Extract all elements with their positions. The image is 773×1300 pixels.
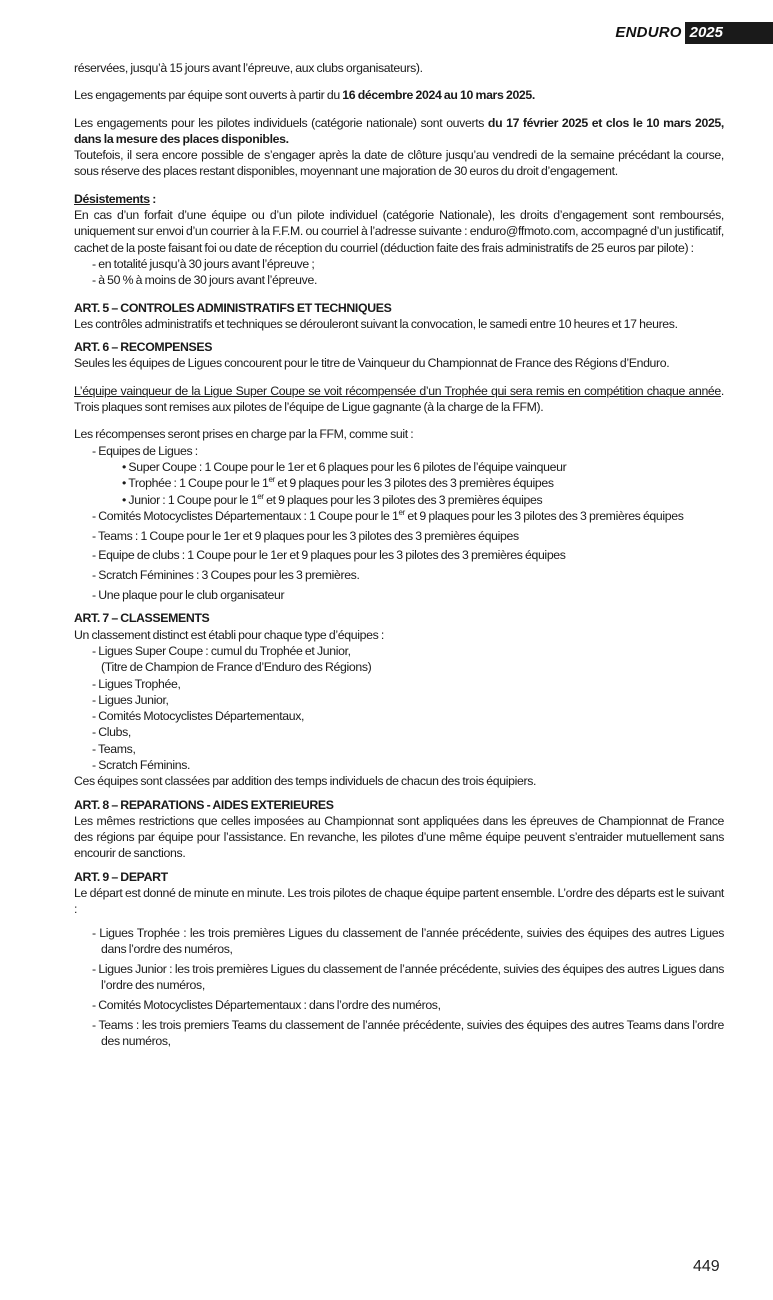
rewards-item: - Scratch Féminines : 3 Coupes pour les 3 premières. bbox=[92, 568, 360, 583]
art5-heading: ART. 5 – CONTROLES ADMINISTRATIFS ET TECHNIQUES bbox=[74, 300, 392, 315]
individual-entries-paragraph bbox=[74, 115, 724, 148]
team-entries-paragraph bbox=[74, 87, 724, 103]
rewards-bullet-text: • Junior : 1 Coupe pour le 1 bbox=[122, 492, 258, 507]
ranking-item: - Ligues Trophée, bbox=[92, 676, 181, 691]
ranking-item: - Comités Motocyclistes Départementaux, bbox=[92, 709, 305, 724]
ranking-item: - Teams, bbox=[92, 741, 136, 756]
running-header bbox=[615, 22, 773, 44]
art7-intro: Un classement distinct est établi pour chaque type d’équipes : bbox=[74, 627, 384, 642]
rewards-intro: Les récompenses seront prises en charge par la FFM, comme suit : bbox=[74, 427, 414, 442]
start-order-item: - Comités Motocyclistes Départementaux : dans l’ordre des numéros, bbox=[92, 997, 441, 1012]
withdrawals-title: Désistements bbox=[74, 191, 150, 206]
page-number: 449 bbox=[693, 1258, 720, 1275]
withdrawal-item: - à 50 % à moins de 30 jours avant l’épreuve. bbox=[92, 273, 318, 288]
superscript: er bbox=[268, 475, 275, 485]
late-entry-paragraph: Toutefois, il sera encore possible de s’engager après la date de clôture jusqu’au vendredi de la semaine précédant la course, sous réserve des places restant disponibles, moyennant une majoration de 30 euros du droit d’engagement. bbox=[74, 148, 724, 179]
withdrawals-heading bbox=[74, 191, 724, 207]
art8-heading: ART. 8 – REPARATIONS - AIDES EXTERIEURES bbox=[74, 797, 334, 812]
rewards-bullet-text: et 9 plaques pour les 3 pilotes des 3 premières équipes bbox=[263, 492, 543, 507]
rewards-bullet: • Super Coupe : 1 Coupe pour le 1er et 6 plaques pour les 6 pilotes de l’équipe vainqueur bbox=[122, 459, 567, 474]
header-year-badge: 2025 bbox=[685, 22, 773, 44]
individual-entries-text: Les engagements pour les pilotes individuels (catégorie nationale) sont ouverts bbox=[74, 115, 488, 130]
body-text bbox=[74, 60, 724, 1049]
rewards-item: - Equipe de clubs : 1 Coupe pour le 1er et 9 plaques pour les 3 pilotes des 3 premières équipes bbox=[92, 548, 566, 563]
art6-trophy-underlined: L’équipe vainqueur de la Ligue Super Coupe se voit récompensée d’un Trophée qui sera remis en compétition chaque année bbox=[74, 383, 721, 398]
ranking-item: - Ligues Super Coupe : cumul du Trophée et Junior, bbox=[92, 643, 351, 658]
art6-trophy-rest: . Trois plaques sont remises aux pilotes de l’équipe de Ligue gagnante (à la charge de la FFM). bbox=[74, 383, 724, 415]
art6-heading: ART. 6 – RECOMPENSES bbox=[74, 340, 213, 355]
rewards-item-cmd bbox=[74, 508, 724, 524]
intro-paragraph: réservées, jusqu’à 15 jours avant l’épreuve, aux clubs organisateurs). bbox=[74, 61, 423, 75]
art7-conclusion: Ces équipes sont classées par addition des temps individuels de chacun des trois équipiers. bbox=[74, 774, 537, 789]
rewards-item-text: et 9 plaques pour les 3 pilotes des 3 premières équipes bbox=[404, 508, 684, 523]
rewards-bullet-text: • Trophée : 1 Coupe pour le 1 bbox=[122, 476, 269, 491]
individual-entries-dates: du 17 février 2025 et clos le 10 mars 2025, dans la mesure des places disponibles. bbox=[74, 115, 724, 146]
withdrawals-paragraph: En cas d’un forfait d’une équipe ou d’un pilote individuel (catégorie Nationale), les droits d’engagement sont remboursés, uniquement sur envoi d’un courrier à la F.F.M. ou courriel à l’adresse suivante : enduro@ffmoto.com, accompagné d’un justificatif, cachet de la poste faisant foi ou date de réception du courriel (déduction faite des frais administratifs de 25 euros par pilote) : bbox=[74, 208, 724, 255]
rewards-bullet bbox=[74, 492, 724, 508]
start-order-item: - Ligues Junior : les trois premières Ligues du classement de l’année précédente, suivies des équipes des autres Ligues dans l’ordre des numéros, bbox=[92, 961, 724, 993]
withdrawals-colon: : bbox=[149, 191, 156, 206]
rewards-item: - Une plaque pour le club organisateur bbox=[92, 588, 285, 603]
rewards-item-text: - Comités Motocyclistes Départementaux : 1 Coupe pour le 1 bbox=[92, 508, 399, 523]
art7-heading: ART. 7 – CLASSEMENTS bbox=[74, 611, 210, 626]
art9-paragraph: Le départ est donné de minute en minute. Les trois pilotes de chaque équipe partent ensemble. L’ordre des départs est le suivant : bbox=[74, 886, 724, 917]
header-title: ENDURO bbox=[615, 24, 682, 41]
ranking-item: - Ligues Junior, bbox=[92, 692, 169, 707]
start-order-item: - Teams : les trois premiers Teams du classement de l’année précédente, suivies des équipes des autres Teams dans l’ordre des numéros, bbox=[92, 1017, 724, 1048]
art9-heading: ART. 9 – DEPART bbox=[74, 869, 168, 884]
rewards-item-equipes: - Equipes de Ligues : bbox=[92, 443, 198, 458]
art5-paragraph: Les contrôles administratifs et techniques se dérouleront suivant la convocation, le samedi entre 10 heures et 17 heures. bbox=[74, 316, 678, 331]
ranking-item: - Scratch Féminins. bbox=[92, 757, 191, 772]
superscript: er bbox=[398, 507, 405, 517]
withdrawal-item: - en totalité jusqu’à 30 jours avant l’épreuve ; bbox=[92, 256, 315, 271]
art8-paragraph: Les mêmes restrictions que celles imposées au Championnat sont appliquées dans les épreuves de Championnat de France des régions par équipe pour l’assistance. En revanche, les pilotes d’une même équipe peuvent s’entraider mutuellement sans encourir de sanctions. bbox=[74, 813, 724, 861]
art6-paragraph: Seules les équipes de Ligues concourent pour le titre de Vainqueur du Championnat de France des Régions d’Enduro. bbox=[74, 356, 670, 371]
ranking-item: - Clubs, bbox=[92, 725, 131, 740]
rewards-bullet bbox=[74, 475, 724, 491]
team-entries-text: Les engagements par équipe sont ouverts à partir du bbox=[74, 88, 343, 103]
start-order-item: - Ligues Trophée : les trois premières Ligues du classement de l’année précédente, suivies des équipes des autres Ligues dans l’ordre des numéros, bbox=[92, 925, 724, 956]
superscript: er bbox=[257, 491, 264, 501]
ranking-item-note: (Titre de Champion de France d’Enduro des Régions) bbox=[101, 660, 372, 675]
team-entries-dates: 16 décembre 2024 au 10 mars 2025. bbox=[342, 88, 535, 103]
art6-trophy-paragraph bbox=[74, 383, 724, 416]
rewards-bullet-text: et 9 plaques pour les 3 pilotes des 3 premières équipes bbox=[274, 476, 554, 491]
rewards-item: - Teams : 1 Coupe pour le 1er et 9 plaques pour les 3 pilotes des 3 premières équipes bbox=[92, 528, 519, 543]
